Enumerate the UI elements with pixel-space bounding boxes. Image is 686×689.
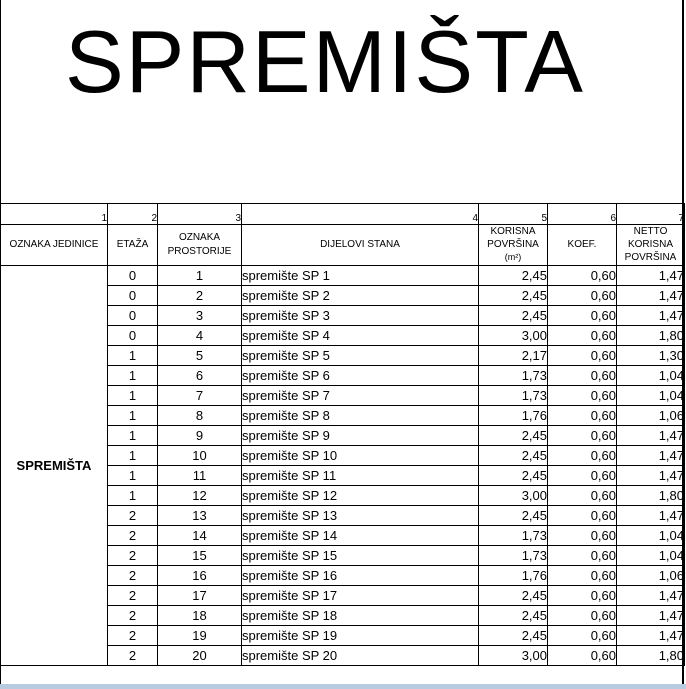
koef-cell: 0,60 xyxy=(548,466,617,486)
area-cell: 1,73 xyxy=(479,546,548,566)
area-cell: 1,73 xyxy=(479,526,548,546)
etaza-cell: 2 xyxy=(108,606,158,626)
etaza-cell: 2 xyxy=(108,526,158,546)
column-number: 6 xyxy=(548,204,617,225)
koef-cell: 0,60 xyxy=(548,406,617,426)
header-text: KORISNA xyxy=(627,239,673,250)
oznaka-cell: 14 xyxy=(158,526,242,546)
koef-cell: 0,60 xyxy=(548,446,617,466)
header-text: POVRŠINA xyxy=(624,252,677,263)
oznaka-cell: 12 xyxy=(158,486,242,506)
column-number: 1 xyxy=(1,204,108,225)
window-bottom-edge xyxy=(0,684,686,689)
koef-cell: 0,60 xyxy=(548,326,617,346)
netto-area-cell: 1,47 xyxy=(617,466,685,486)
header-text: KORISNA xyxy=(490,226,536,237)
koef-cell: 0,60 xyxy=(548,526,617,546)
koef-cell: 0,60 xyxy=(548,366,617,386)
area-cell: 2,45 xyxy=(479,586,548,606)
header-text: NETTO xyxy=(633,226,668,237)
netto-area-cell: 1,80 xyxy=(617,326,685,346)
koef-cell: 0,60 xyxy=(548,306,617,326)
room-name-cell: spremište SP 8 xyxy=(242,406,479,426)
etaza-cell: 2 xyxy=(108,646,158,666)
area-cell: 2,17 xyxy=(479,346,548,366)
area-cell: 2,45 xyxy=(479,286,548,306)
column-number: 7 xyxy=(617,204,685,225)
netto-area-cell: 1,06 xyxy=(617,566,685,586)
area-cell: 2,45 xyxy=(479,426,548,446)
netto-area-cell: 1,04 xyxy=(617,386,685,406)
table-row xyxy=(1,266,685,286)
room-name-cell: spremište SP 2 xyxy=(242,286,479,306)
oznaka-cell: 10 xyxy=(158,446,242,466)
room-name-cell: spremište SP 6 xyxy=(242,366,479,386)
oznaka-cell: 8 xyxy=(158,406,242,426)
room-name-cell: spremište SP 16 xyxy=(242,566,479,586)
area-cell: 1,73 xyxy=(479,386,548,406)
netto-area-cell: 1,47 xyxy=(617,426,685,446)
room-name-cell: spremište SP 14 xyxy=(242,526,479,546)
oznaka-cell: 1 xyxy=(158,266,242,286)
netto-area-cell: 1,04 xyxy=(617,546,685,566)
netto-area-cell: 1,06 xyxy=(617,406,685,426)
netto-area-cell: 1,47 xyxy=(617,606,685,626)
area-cell: 1,76 xyxy=(479,566,548,586)
room-name-cell: spremište SP 15 xyxy=(242,546,479,566)
netto-area-cell: 1,04 xyxy=(617,526,685,546)
koef-cell: 0,60 xyxy=(548,646,617,666)
oznaka-cell: 11 xyxy=(158,466,242,486)
oznaka-cell: 5 xyxy=(158,346,242,366)
area-cell: 1,73 xyxy=(479,366,548,386)
oznaka-cell: 7 xyxy=(158,386,242,406)
oznaka-cell: 16 xyxy=(158,566,242,586)
column-number: 5 xyxy=(479,204,548,225)
etaza-cell: 2 xyxy=(108,566,158,586)
etaza-cell: 1 xyxy=(108,466,158,486)
header-koef: KOEF. xyxy=(548,225,617,266)
area-cell: 3,00 xyxy=(479,326,548,346)
room-name-cell: spremište SP 11 xyxy=(242,466,479,486)
etaza-cell: 0 xyxy=(108,286,158,306)
koef-cell: 0,60 xyxy=(548,626,617,646)
header-dijelovi-stana: DIJELOVI STANA xyxy=(242,225,479,266)
header-netto-povrsina xyxy=(617,225,685,266)
koef-cell: 0,60 xyxy=(548,346,617,366)
netto-area-cell: 1,47 xyxy=(617,306,685,326)
room-name-cell: spremište SP 4 xyxy=(242,326,479,346)
area-cell: 2,45 xyxy=(479,266,548,286)
area-cell: 2,45 xyxy=(479,606,548,626)
header-oznaka-prostorije xyxy=(158,225,242,266)
oznaka-cell: 9 xyxy=(158,426,242,446)
etaza-cell: 1 xyxy=(108,386,158,406)
oznaka-cell: 20 xyxy=(158,646,242,666)
etaza-cell: 0 xyxy=(108,266,158,286)
room-name-cell: spremište SP 7 xyxy=(242,386,479,406)
page-title: SPREMIŠTA xyxy=(64,12,585,111)
koef-cell: 0,60 xyxy=(548,566,617,586)
netto-area-cell: 1,47 xyxy=(617,586,685,606)
netto-area-cell: 1,80 xyxy=(617,486,685,506)
oznaka-cell: 4 xyxy=(158,326,242,346)
etaza-cell: 2 xyxy=(108,586,158,606)
oznaka-cell: 3 xyxy=(158,306,242,326)
group-label: SPREMIŠTA xyxy=(1,266,108,666)
koef-cell: 0,60 xyxy=(548,286,617,306)
koef-cell: 0,60 xyxy=(548,266,617,286)
room-name-cell: spremište SP 5 xyxy=(242,346,479,366)
storage-table xyxy=(0,203,685,666)
column-number: 2 xyxy=(108,204,158,225)
netto-area-cell: 1,80 xyxy=(617,646,685,666)
area-cell: 2,45 xyxy=(479,466,548,486)
oznaka-cell: 18 xyxy=(158,606,242,626)
header-oznaka-jedinice: OZNAKA JEDINICE xyxy=(1,225,108,266)
netto-area-cell: 1,04 xyxy=(617,366,685,386)
koef-cell: 0,60 xyxy=(548,586,617,606)
header-text: OZNAKA xyxy=(178,232,221,243)
netto-area-cell: 1,47 xyxy=(617,506,685,526)
etaza-cell: 1 xyxy=(108,426,158,446)
header-unit: (m²) xyxy=(504,252,522,262)
etaza-cell: 0 xyxy=(108,326,158,346)
header-text: PROSTORIJE xyxy=(167,246,232,257)
room-name-cell: spremište SP 1 xyxy=(242,266,479,286)
room-name-cell: spremište SP 19 xyxy=(242,626,479,646)
header-korisna-povrsina xyxy=(479,225,548,266)
room-name-cell: spremište SP 9 xyxy=(242,426,479,446)
netto-area-cell: 1,47 xyxy=(617,446,685,466)
etaza-cell: 1 xyxy=(108,346,158,366)
koef-cell: 0,60 xyxy=(548,606,617,626)
room-name-cell: spremište SP 3 xyxy=(242,306,479,326)
etaza-cell: 1 xyxy=(108,486,158,506)
area-cell: 2,45 xyxy=(479,446,548,466)
netto-area-cell: 1,47 xyxy=(617,286,685,306)
koef-cell: 0,60 xyxy=(548,386,617,406)
column-number-row xyxy=(1,204,685,225)
area-cell: 1,76 xyxy=(479,406,548,426)
oznaka-cell: 13 xyxy=(158,506,242,526)
room-name-cell: spremište SP 20 xyxy=(242,646,479,666)
etaza-cell: 2 xyxy=(108,546,158,566)
etaza-cell: 1 xyxy=(108,406,158,426)
oznaka-cell: 2 xyxy=(158,286,242,306)
area-cell: 3,00 xyxy=(479,646,548,666)
oznaka-cell: 19 xyxy=(158,626,242,646)
etaza-cell: 1 xyxy=(108,446,158,466)
oznaka-cell: 15 xyxy=(158,546,242,566)
netto-area-cell: 1,47 xyxy=(617,266,685,286)
etaza-cell: 2 xyxy=(108,626,158,646)
netto-area-cell: 1,47 xyxy=(617,626,685,646)
koef-cell: 0,60 xyxy=(548,426,617,446)
room-name-cell: spremište SP 17 xyxy=(242,586,479,606)
koef-cell: 0,60 xyxy=(548,546,617,566)
etaza-cell: 1 xyxy=(108,366,158,386)
area-cell: 3,00 xyxy=(479,486,548,506)
etaza-cell: 0 xyxy=(108,306,158,326)
koef-cell: 0,60 xyxy=(548,506,617,526)
column-number: 4 xyxy=(242,204,479,225)
area-cell: 2,45 xyxy=(479,506,548,526)
header-text: POVRŠINA xyxy=(487,239,539,250)
header-etaza: ETAŽA xyxy=(108,225,158,266)
room-name-cell: spremište SP 18 xyxy=(242,606,479,626)
room-name-cell: spremište SP 10 xyxy=(242,446,479,466)
column-number: 3 xyxy=(158,204,242,225)
room-name-cell: spremište SP 13 xyxy=(242,506,479,526)
header-row xyxy=(1,225,685,266)
koef-cell: 0,60 xyxy=(548,486,617,506)
oznaka-cell: 17 xyxy=(158,586,242,606)
oznaka-cell: 6 xyxy=(158,366,242,386)
area-cell: 2,45 xyxy=(479,626,548,646)
room-name-cell: spremište SP 12 xyxy=(242,486,479,506)
area-cell: 2,45 xyxy=(479,306,548,326)
etaza-cell: 2 xyxy=(108,506,158,526)
netto-area-cell: 1,30 xyxy=(617,346,685,366)
